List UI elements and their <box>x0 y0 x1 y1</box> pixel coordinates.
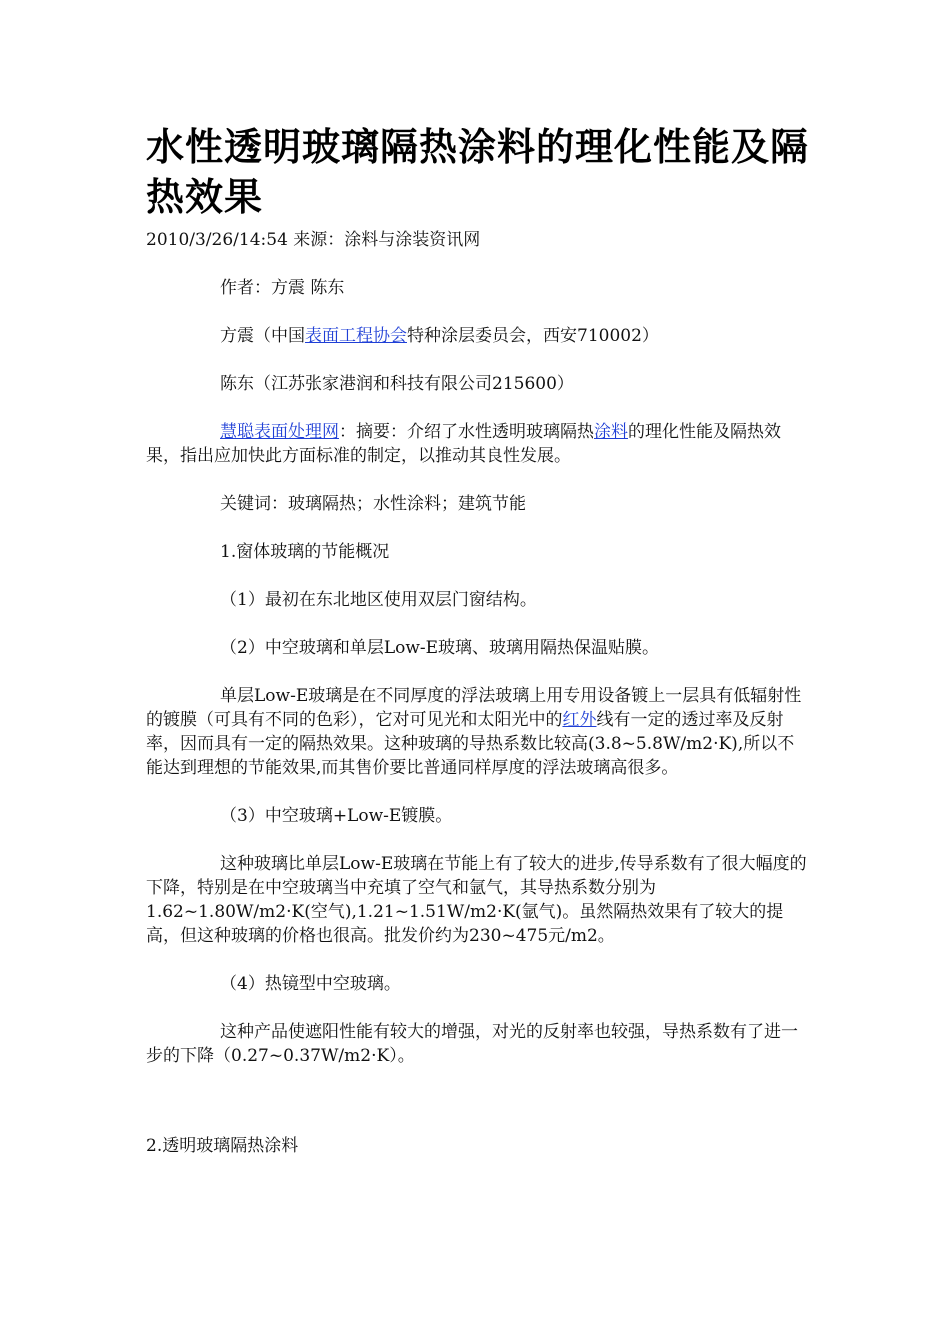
abstract-paragraph <box>146 420 810 468</box>
article <box>146 122 810 1158</box>
link-surface-engineering-association[interactable]: 表面工程协会 <box>305 326 407 346</box>
list-item-3: （3）中空玻璃+Low-E镀膜。 <box>220 806 453 826</box>
link-coating[interactable]: 涂料 <box>594 422 628 442</box>
lowe-post: 线有一定的透过率及反射率，因而具有一定的隔热效果。这种玻璃的导热系数比较高(3.8~5.8W/m2·K),所以不能达到理想的节能效果,而其售价要比普通同样厚度的浮法玻璃高很多。 <box>146 710 795 778</box>
affiliation-2: 陈东（江苏张家港润和科技有限公司215600） <box>220 374 574 394</box>
link-infrared[interactable]: 红外 <box>562 710 597 730</box>
abstract-post: 的理化性能及隔热效果，指出应加快此方面标准的制定，以推动其良性发展。 <box>146 422 781 466</box>
section-heading-1: 1.窗体玻璃的节能概况 <box>220 542 390 562</box>
item4-paragraph: 这种产品使遮阳性能有较大的增强，对光的反射率也较强，导热系数有了进一步的下降（0.27~0.37W/m2·K）。 <box>146 1022 798 1066</box>
list-item-4: （4）热镜型中空玻璃。 <box>220 974 401 994</box>
lowe-pre: 单层Low-E玻璃是在不同厚度的浮法玻璃上用专用设备镀上一层具有低辐射性的镀膜（可具有不同的色彩），它对可见光和太阳光中的 <box>146 686 802 730</box>
list-item-2: （2）中空玻璃和单层Low-E玻璃、玻璃用隔热保温贴膜。 <box>220 638 660 658</box>
article-meta: 2010/3/26/14:54 来源：涂料与涂装资讯网 <box>146 230 481 250</box>
affiliation-1 <box>146 324 810 348</box>
item3-paragraph: 这种玻璃比单层Low-E玻璃在节能上有了较大的进步,传导系数有了很大幅度的下降，特别是在中空玻璃当中充填了空气和氩气，其导热系数分别为1.62~1.80W/m2·K(空气),1.21~1.51W/m2·K(氩气)。虽然隔热效果有了较大的提高，但这种玻璃的价格也很高。批发价约为230~475元/m2。 <box>146 854 807 946</box>
article-title: 水性透明玻璃隔热涂料的理化性能及隔热效果 <box>146 125 810 219</box>
link-huicong-surface[interactable]: 慧聪表面处理网 <box>220 422 339 442</box>
abstract-mid: ：摘要：介绍了水性透明玻璃隔热 <box>339 422 594 442</box>
author-line: 作者：方震 陈东 <box>220 278 345 298</box>
section-heading-2: 2.透明玻璃隔热涂料 <box>146 1136 299 1156</box>
keywords-line: 关键词：玻璃隔热；水性涂料；建筑节能 <box>220 494 526 514</box>
affiliation-1-pre: 方震（中国 <box>220 326 305 346</box>
list-item-1: （1）最初在东北地区使用双层门窗结构。 <box>220 590 537 610</box>
lowe-paragraph <box>146 684 810 780</box>
affiliation-1-post: 特种涂层委员会，西安710002） <box>407 326 659 346</box>
